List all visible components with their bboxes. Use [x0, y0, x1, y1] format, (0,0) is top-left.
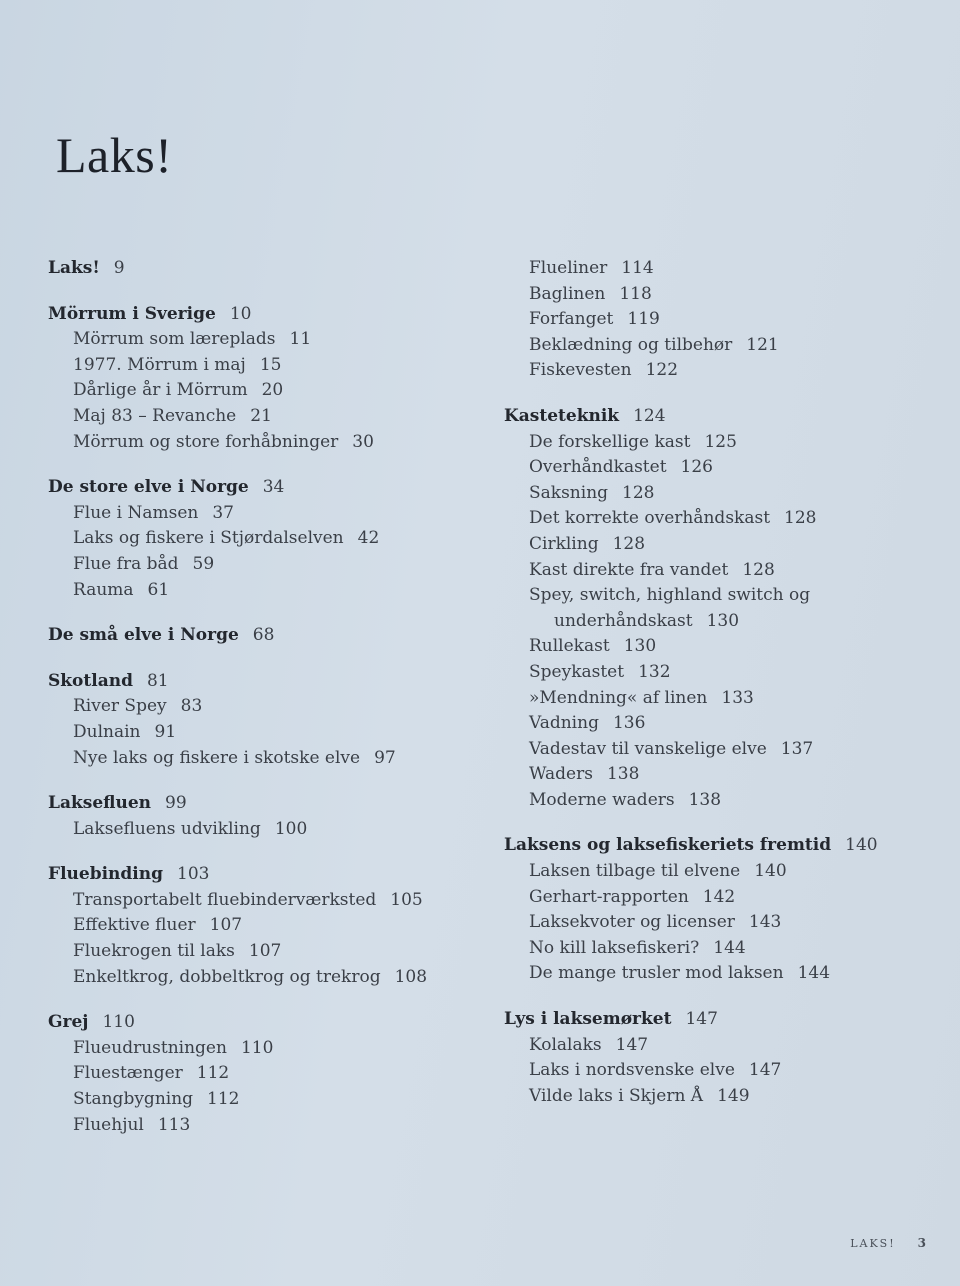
section-heading-label: Laks!: [48, 258, 100, 278]
toc-entry-label: Beklædning og tilbehør: [529, 334, 733, 355]
toc-entry: [504, 481, 944, 507]
section-heading-label: De store elve i Norge: [48, 477, 249, 498]
section-heading-page: 81: [146, 670, 169, 691]
toc-entry-page: 136: [612, 713, 646, 734]
toc-entry-page: 61: [147, 579, 170, 600]
toc-entry-label: Flue i Namsen: [73, 502, 199, 523]
section-heading-label: Fluebinding: [48, 864, 163, 885]
toc-entry-label: Laks i nordsvenske elve: [529, 1060, 735, 1081]
toc-entry: [504, 737, 944, 763]
toc-entry-page: 118: [619, 283, 652, 304]
section-heading: [48, 475, 468, 501]
toc-entry: [48, 404, 468, 430]
toc-entry-page: 147: [615, 1034, 649, 1055]
toc-entry: [48, 913, 468, 939]
toc-entry: [48, 720, 468, 746]
section-heading-label: Skotland: [48, 670, 133, 691]
toc-entry-label: Enkeltkrog, dobbeltkrog og trekrog: [73, 966, 381, 987]
toc-entry-label: Baglinen: [529, 283, 606, 304]
toc-entry-label: Flueudrustningen: [73, 1037, 227, 1058]
section-heading: [48, 256, 468, 282]
toc-entry-page: 128: [784, 508, 817, 529]
toc-entry: [504, 961, 944, 987]
toc-entry-page: 107: [209, 915, 243, 936]
section-heading-label: Laksefluen: [48, 793, 152, 814]
section-heading: [48, 669, 468, 695]
toc-entry-label: Overhåndkastet: [529, 457, 667, 478]
toc-entry: [48, 578, 468, 604]
toc-entry-page: 149: [717, 1085, 750, 1106]
section-heading-page: 99: [165, 793, 187, 814]
toc-entry: [48, 353, 468, 379]
toc-entry: [48, 501, 468, 527]
toc-entry: [504, 1033, 944, 1059]
toc-entry-label: Stangbygning: [73, 1089, 194, 1110]
toc-entry: [504, 885, 944, 911]
toc-entry: [48, 1036, 468, 1062]
section-heading-label: Kasteteknik: [504, 405, 620, 426]
toc-entry-label: Speykastet: [529, 661, 625, 682]
toc-entry-label: Maj 83 – Revanche: [73, 405, 237, 426]
toc-entry-page: 140: [754, 861, 787, 882]
toc-entry-label: Kolalaks: [529, 1034, 602, 1055]
toc-entry-label: Laksekvoter og licenser: [529, 912, 735, 933]
toc-right-column: [504, 256, 944, 1129]
toc-entry-page: 30: [352, 431, 374, 452]
section-heading: [504, 404, 944, 430]
section-heading-page: 34: [262, 477, 285, 498]
toc-entry-page: 128: [612, 533, 646, 554]
toc-entry: [48, 378, 468, 404]
toc-entry-label: Waders: [529, 764, 593, 785]
toc-entry: [504, 506, 944, 532]
toc-entry-continuation-page: 130: [706, 610, 740, 631]
toc-entry-label: Gerhart-rapporten: [529, 886, 689, 907]
section-heading-page: 124: [633, 405, 666, 426]
toc-entry-label: 1977. Mörrum i maj: [73, 354, 246, 375]
toc-entry-label: Vadestav til vanskelige elve: [529, 738, 767, 759]
toc-left-column: [48, 256, 468, 1158]
toc-entry-page: 59: [192, 553, 215, 574]
toc-entry-page: 132: [638, 661, 671, 682]
section-heading: [504, 833, 944, 859]
toc-entry-page: 143: [748, 912, 782, 933]
toc-section: [48, 791, 468, 842]
section-heading-page: 110: [102, 1012, 135, 1033]
toc-entry: [48, 817, 468, 843]
toc-entry: [504, 634, 944, 660]
toc-entry-label: De forskellige kast: [529, 431, 691, 452]
toc-entry-page: 119: [627, 309, 660, 330]
toc-entry: [48, 965, 468, 991]
toc-entry: [48, 526, 468, 552]
toc-entry: [504, 358, 944, 384]
toc-entry-label: No kill laksefiskeri?: [529, 937, 700, 958]
section-heading-page: 147: [685, 1009, 718, 1030]
toc-entry-page: 142: [702, 886, 736, 907]
toc-entry-page: 105: [390, 889, 423, 910]
toc-section: [48, 862, 468, 990]
toc-entry-label: Cirkling: [529, 533, 599, 554]
toc-entry: [504, 1084, 944, 1110]
running-head: LAKS!: [850, 1237, 896, 1250]
toc-entry-page: 108: [394, 966, 428, 987]
toc-entry: [504, 256, 944, 282]
section-heading: [48, 791, 468, 817]
toc-entry: [48, 430, 468, 456]
toc-entry: [48, 1113, 468, 1139]
toc-entry-continuation-label: underhåndskast: [554, 610, 693, 631]
toc-entry-page: 121: [746, 334, 779, 355]
toc-entry: [504, 282, 944, 308]
toc-section: [48, 256, 468, 282]
toc-entry: [504, 788, 944, 814]
toc-entry-label: Laksefluens udvikling: [73, 818, 261, 839]
toc-entry: [48, 694, 468, 720]
section-heading-label: De små elve i Norge: [48, 625, 239, 646]
toc-entry: [504, 333, 944, 359]
page-footer: [850, 1236, 926, 1250]
toc-entry-page: 133: [721, 687, 754, 708]
toc-entry: [504, 583, 944, 609]
toc-entry-page: 107: [248, 941, 282, 962]
toc-entry-label: De mange trusler mod laksen: [529, 963, 784, 984]
toc-entry: [504, 430, 944, 456]
toc-entry-label: Flueliner: [529, 258, 608, 278]
toc-entry-page: 20: [261, 380, 284, 401]
toc-entry-label: »Mendning« af linen: [529, 687, 708, 708]
section-heading-page: 140: [845, 835, 878, 856]
toc-entry: [504, 532, 944, 558]
page-number: 3: [917, 1236, 926, 1250]
toc-entry-label: Forfanget: [529, 309, 614, 330]
toc-entry-label: Laksen tilbage til elvene: [529, 861, 741, 882]
toc-entry-page: 91: [154, 721, 177, 742]
toc-entry: [48, 552, 468, 578]
toc-section: [504, 256, 944, 384]
toc-entry-label: Mörrum som læreplads: [73, 329, 276, 350]
section-heading-label: Mörrum i Sverige: [48, 303, 216, 324]
toc-entry-label: Det korrekte overhåndskast: [529, 508, 771, 529]
toc-entry-page: 97: [374, 747, 396, 768]
toc-entry: [48, 327, 468, 353]
section-heading-page: 103: [177, 864, 210, 885]
toc-entry-label: Vadning: [529, 713, 599, 734]
toc-entry-label: Mörrum og store forhåbninger: [73, 431, 339, 452]
toc-entry-label: Rullekast: [529, 636, 610, 657]
section-heading: [48, 862, 468, 888]
toc-entry-page: 15: [259, 354, 282, 375]
toc-section: [48, 475, 468, 603]
toc-entry: [48, 746, 468, 772]
toc-entry: [504, 910, 944, 936]
section-heading-label: Laksens og laksefiskeriets fremtid: [504, 835, 832, 856]
toc-entry-continuation: [504, 609, 944, 635]
toc-entry-label: Rauma: [73, 579, 134, 600]
toc-entry-label: Effektive fluer: [73, 915, 196, 936]
toc-entry-page: 112: [207, 1089, 240, 1110]
toc-entry-label: Spey, switch, highland switch og: [529, 585, 811, 606]
toc-entry-page: 112: [196, 1063, 230, 1084]
toc-entry-page: 126: [680, 457, 713, 478]
toc-entry: [48, 888, 468, 914]
toc-entry-page: 138: [606, 764, 640, 785]
toc-entry-page: 110: [240, 1037, 274, 1058]
toc-entry-label: Dulnain: [73, 721, 141, 742]
toc-entry-label: Kast direkte fra vandet: [529, 559, 729, 580]
toc-entry: [504, 859, 944, 885]
toc-section: [504, 833, 944, 987]
toc-entry-page: 42: [357, 528, 380, 549]
toc-entry-page: 100: [274, 818, 308, 839]
toc-entry-label: Fluehjul: [73, 1114, 144, 1135]
page-title: Laks!: [56, 127, 173, 183]
toc-entry-label: Fiskevesten: [529, 360, 632, 381]
toc-entry-page: 137: [780, 738, 814, 759]
toc-entry: [504, 558, 944, 584]
toc-entry-page: 144: [797, 963, 831, 984]
toc-entry: [504, 307, 944, 333]
toc-entry-page: 138: [688, 789, 722, 810]
toc-entry-page: 114: [621, 258, 654, 278]
toc-entry: [48, 1087, 468, 1113]
toc-entry-page: 144: [713, 937, 746, 958]
section-heading-label: Lys i laksemørket: [504, 1009, 672, 1030]
toc-entry-page: 37: [212, 502, 234, 523]
toc-entry-label: Saksning: [529, 482, 609, 503]
section-heading: [48, 623, 468, 649]
toc-entry-page: 21: [250, 405, 272, 426]
toc-entry-label: River Spey: [73, 696, 167, 717]
section-heading-label: Grej: [48, 1012, 89, 1033]
toc-entry-label: Flue fra båd: [73, 553, 179, 574]
toc-entry-label: Fluestænger: [73, 1063, 183, 1084]
toc-entry: [504, 711, 944, 737]
toc-entry: [504, 660, 944, 686]
toc-entry-page: 122: [645, 360, 679, 381]
toc-entry: [504, 1058, 944, 1084]
section-heading-page: 68: [252, 625, 275, 646]
toc-entry: [504, 686, 944, 712]
toc-entry: [504, 762, 944, 788]
toc-entry: [504, 936, 944, 962]
toc-section: [504, 1007, 944, 1109]
toc-entry-page: 128: [742, 559, 775, 580]
toc-entry-page: 128: [622, 482, 655, 503]
toc-entry-page: 130: [623, 636, 657, 657]
section-heading-page: 9: [113, 258, 125, 278]
toc-entry: [48, 939, 468, 965]
toc-entry-label: Fluekrogen til laks: [73, 941, 235, 962]
toc-entry-label: Laks og fiskere i Stjørdalselven: [73, 528, 344, 549]
toc-entry-page: 147: [748, 1060, 782, 1081]
toc-section: [48, 1010, 468, 1138]
toc-entry-page: 11: [289, 329, 312, 350]
toc-section: [48, 623, 468, 649]
toc-entry-label: Transportabelt fluebinderværksted: [73, 889, 377, 910]
toc-entry-label: Nye laks og fiskere i skotske elve: [73, 747, 361, 768]
section-heading: [48, 302, 468, 328]
toc-entry-label: Vilde laks i Skjern Å: [529, 1085, 704, 1106]
section-heading-page: 10: [229, 303, 252, 324]
toc-section: [48, 669, 468, 771]
toc-entry: [48, 1061, 468, 1087]
toc-entry: [504, 455, 944, 481]
toc-section: [504, 404, 944, 814]
toc-entry-page: 113: [157, 1114, 191, 1135]
section-heading: [504, 1007, 944, 1033]
toc-entry-label: Dårlige år i Mörrum: [73, 380, 248, 401]
toc-section: [48, 302, 468, 456]
toc-entry-page: 83: [180, 696, 203, 717]
toc-entry-label: Moderne waders: [529, 789, 675, 810]
toc-entry-page: 125: [704, 431, 737, 452]
section-heading: [48, 1010, 468, 1036]
